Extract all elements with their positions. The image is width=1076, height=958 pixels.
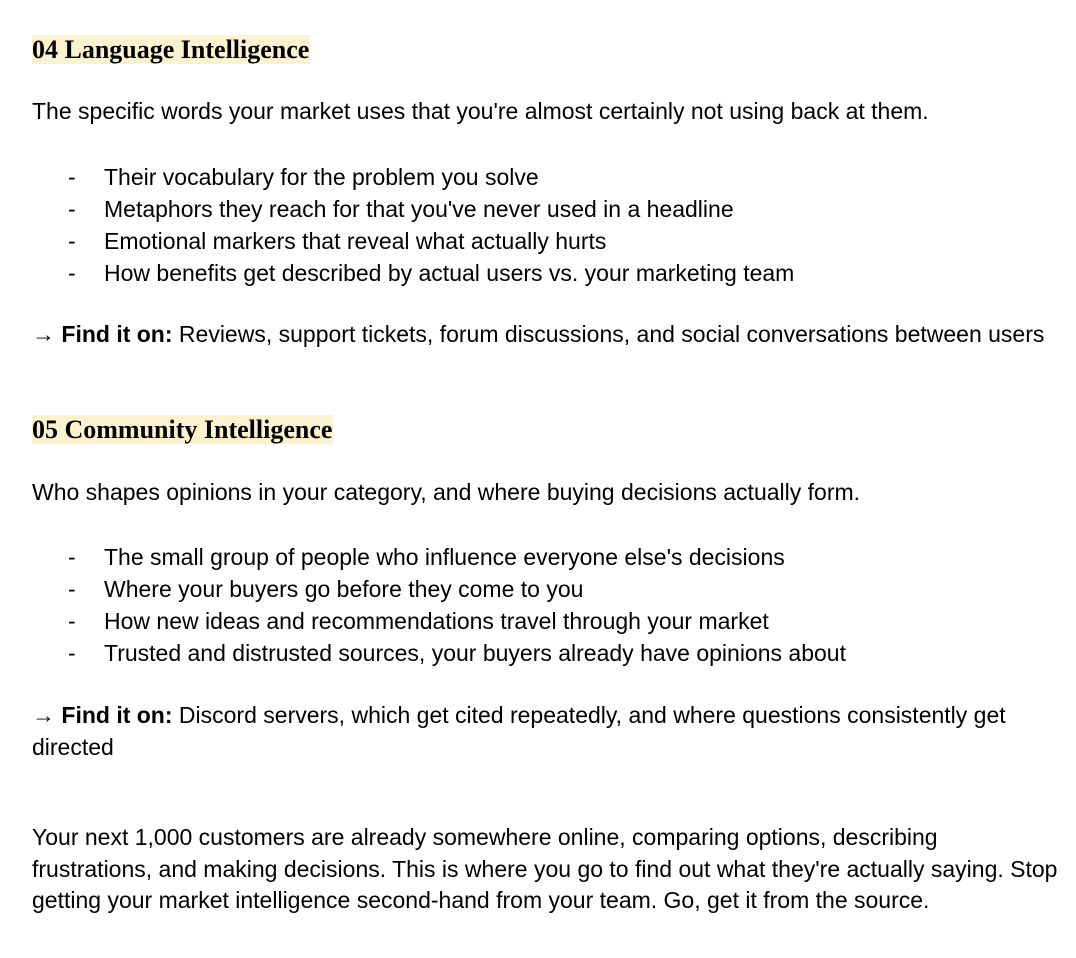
bullet-dash: - [68,576,76,602]
find-it-on-community [32,700,1062,763]
section-intro-community: Who shapes opinions in your category, and where buying decisions actually form. [32,479,861,505]
list-item: - How new ideas and recommendations travel through your market [32,605,1062,637]
section-heading-community [32,413,333,447]
bullet-list-language [32,161,1062,289]
list-item: - Where your buyers go before they come to you [32,573,1062,605]
bullet-list-community [32,541,1062,669]
closing-paragraph: Your next 1,000 customers are already somewhere online, comparing options, describing frustrations, and making decisions. This is where you go to find out what they're actually saying. Stop getting your market intelligence second-hand from your team. Go, get it from the source. [32,824,1058,913]
list-item: - How benefits get described by actual users vs. your marketing team [32,257,1062,289]
find-it-on-label: Find it on: [61,321,173,347]
list-item: - Emotional markers that reveal what actually hurts [32,225,1062,257]
bullet-dash: - [68,164,76,190]
list-item: - The small group of people who influence everyone else's decisions [32,541,1062,573]
bullet-dash: - [68,196,76,222]
heading-highlight: 04 Language Intelligence [32,35,310,64]
section-heading-language [32,33,310,67]
section-intro-language: The specific words your market uses that you're almost certainly not using back at them. [32,98,929,124]
bullet-dash: - [68,608,76,634]
heading-highlight: 05 Community Intelligence [32,415,333,444]
arrow-right-icon: → [32,321,55,347]
list-item: - Their vocabulary for the problem you solve [32,161,1062,193]
bullet-dash: - [68,260,76,286]
find-it-on-sources: Reviews, support tickets, forum discussions, and social conversations between users [172,321,1045,347]
find-it-on-language [32,319,1062,351]
find-it-on-sources: Discord servers, which get cited repeatedly, and where questions consistently get directed [32,702,1006,760]
find-it-on-label: Find it on: [61,702,173,728]
list-item: - Trusted and distrusted sources, your buyers already have opinions about [32,637,1062,669]
arrow-right-icon: → [32,702,55,728]
list-item: - Metaphors they reach for that you've never used in a headline [32,193,1062,225]
bullet-dash: - [68,640,76,666]
bullet-dash: - [68,228,76,254]
bullet-dash: - [68,544,76,570]
